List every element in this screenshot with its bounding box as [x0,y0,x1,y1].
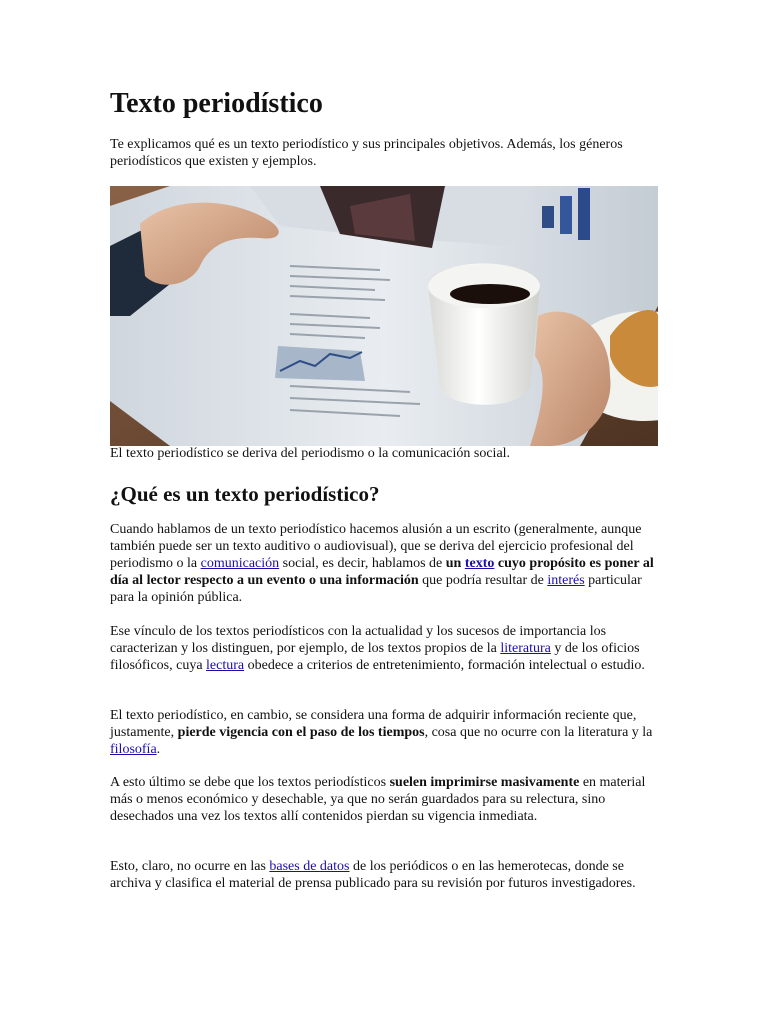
paragraph-5 [110,858,658,892]
section-heading: ¿Qué es un texto periodístico? [110,482,380,506]
article-title: Texto periodístico [110,88,323,119]
paragraph-text: . [156,742,161,757]
paragraph-text: que podría resultar de [418,573,548,588]
paragraph-text: , cosa que no ocurre con la literatura y la [424,725,653,740]
paragraph-3 [110,707,658,758]
article-intro: Te explicamos qué es un texto periodístico y sus principales objetivos. Además, los géneros periodísticos que existen y ejemplos. [110,137,623,169]
link-filosofia[interactable]: filosofía [110,742,157,757]
paragraph-text: social, es decir, hablamos de [279,556,446,571]
paragraph-text: Esto, claro, no ocurre en las [110,859,270,874]
link-comunicacion[interactable]: comunicación [200,556,280,571]
bold-text: pierde vigencia con el paso de los tiempos [177,725,425,740]
paragraph-text: A esto último se debe que los textos periodísticos [110,775,390,790]
bold-text: un [445,556,465,571]
link-lectura[interactable]: lectura [206,658,245,673]
paragraph-text: obedece a criterios de entretenimiento, formación intelectual o estudio. [244,658,645,673]
paragraph-text: de los periódicos o en las hemerotecas, donde se archiva y clasifica el material de prensa publicado para su revisión por futuros investigadores. [110,859,636,891]
paragraph-1 [110,521,658,606]
link-texto[interactable]: texto [464,556,495,571]
paragraph-text: particular para la opinión pública. [110,573,642,605]
paragraph-text: El texto periodístico, en cambio, se considera una forma de adquirir información reciente que, justamente, [110,708,637,740]
link-literatura[interactable]: literatura [500,641,551,656]
link-bases-de-datos[interactable]: bases de datos [269,859,350,874]
paragraph-text: Cuando hablamos de un texto periodístico hacemos alusión a un escrito (generalmente, aunque también puede ser un texto auditivo o audiovisual), que se deriva del ejercicio profesional del periodismo o la [110,522,642,571]
bold-text: suelen imprimirse masivamente [389,775,580,790]
image-caption: El texto periodístico se deriva del periodismo o la comunicación social. [110,446,511,461]
paragraph-text: Ese vínculo de los textos periodísticos con la actualidad y los sucesos de importancia los caracterizan y los distinguen, por ejemplo, de los textos propios de la [110,624,607,656]
paragraph-text: en material más o menos económico y desechable, ya que no serán guardados para su relectura, sino desechados una vez los textos allí contenidos pierdan su vigencia inmediata. [110,775,646,824]
paragraph-4 [110,774,658,825]
link-interes[interactable]: interés [547,573,585,588]
paragraph-2 [110,623,658,674]
article-image [110,186,658,446]
paragraph-text: y de los oficios filosóficos, cuya [110,641,640,673]
bold-text: cuyo propósito es poner al día al lector respecto a un evento o una información [110,556,654,588]
